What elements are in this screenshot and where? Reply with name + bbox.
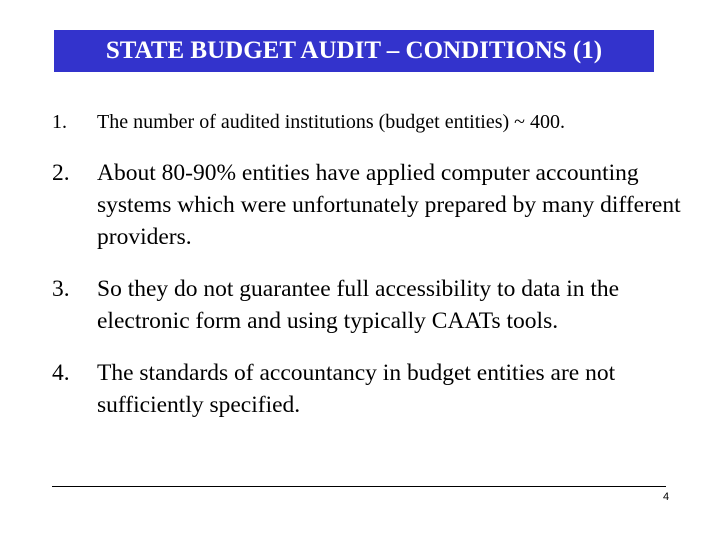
item-number: 4. bbox=[52, 360, 70, 386]
item-number: 2. bbox=[52, 160, 70, 186]
item-text: The standards of accountancy in budget entities are not sufficiently specified. bbox=[97, 360, 616, 418]
item-number: 1. bbox=[52, 111, 67, 133]
slide-title: STATE BUDGET AUDIT – CONDITIONS (1) bbox=[54, 30, 654, 72]
page-number: 4 bbox=[663, 491, 670, 503]
item-text: The number of audited institutions (budget entities) ~ 400. bbox=[97, 111, 565, 133]
item-text: About 80-90% entities have applied computer accounting systems which were unfortunately prepared by many different providers. bbox=[97, 160, 681, 250]
item-text: So they do not guarantee full accessibility to data in the electronic form and using typically CAATs tools. bbox=[97, 276, 620, 334]
footer-divider bbox=[52, 486, 666, 487]
item-number: 3. bbox=[52, 276, 70, 302]
